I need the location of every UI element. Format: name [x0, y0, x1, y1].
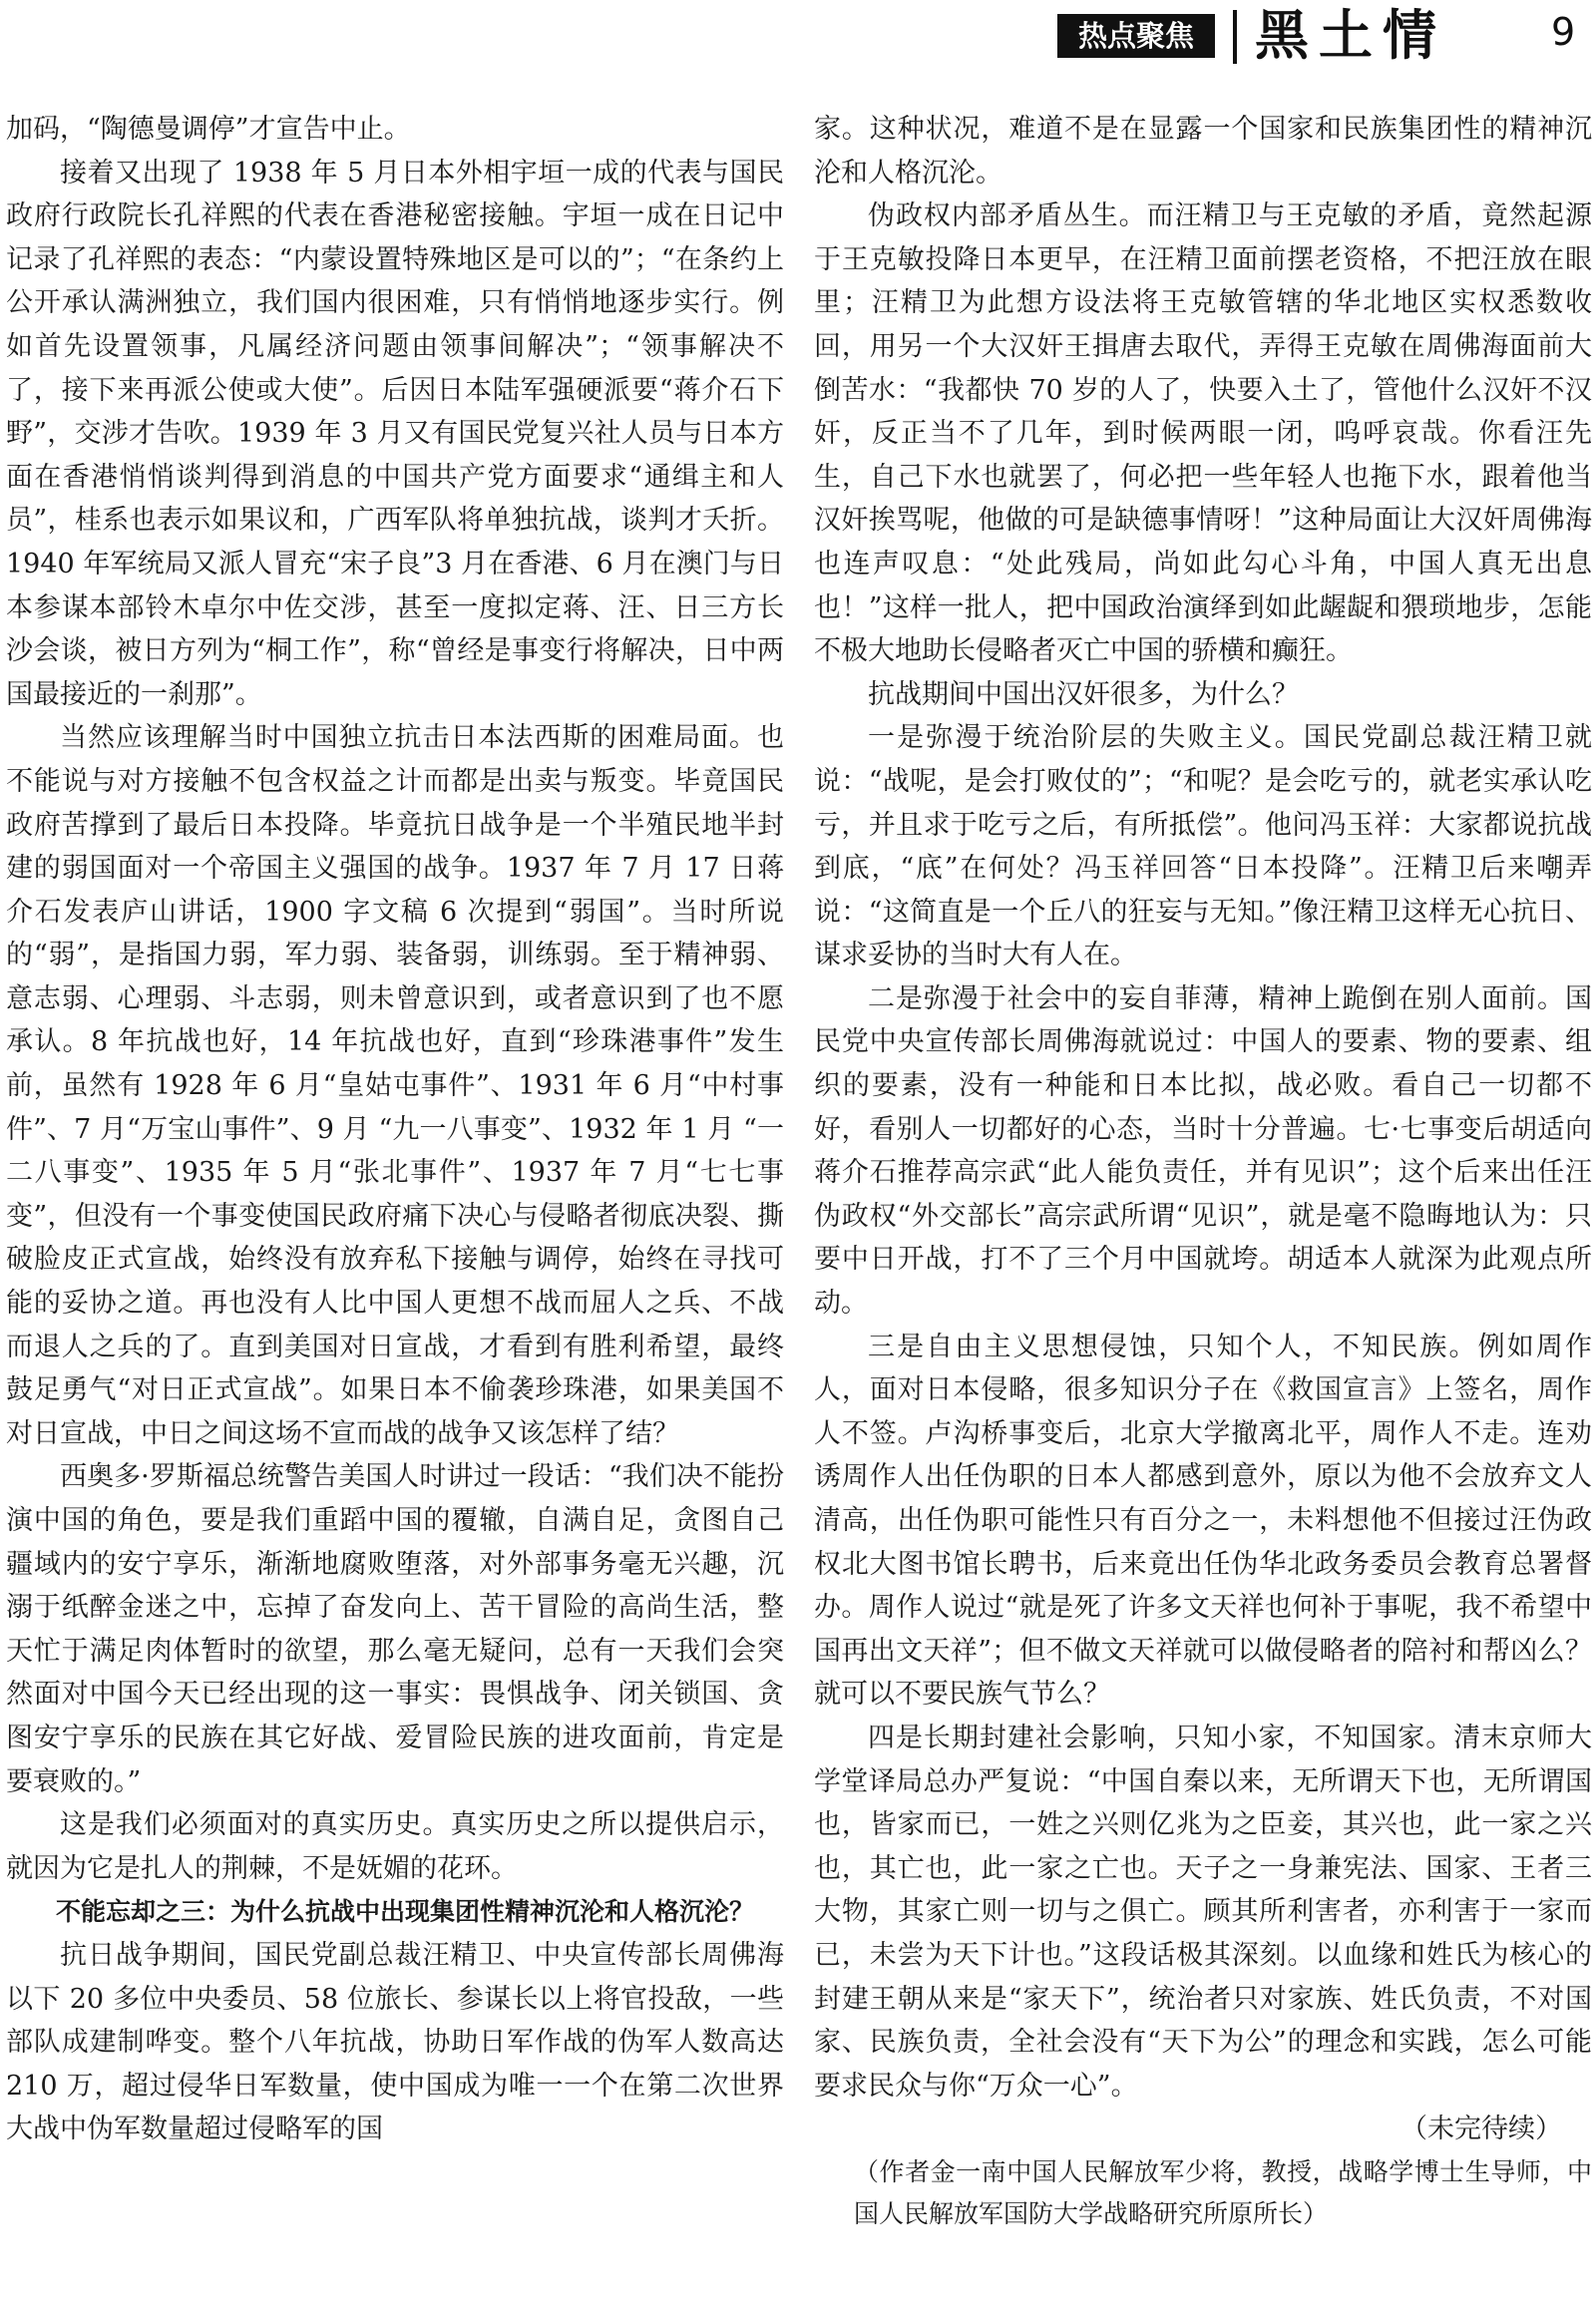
page-header — [0, 0, 1596, 70]
paragraph: 当然应该理解当时中国独立抗击日本法西斯的困难局面。也不能说与对方接触不包含权益之计而都是出卖与叛变。毕竟国民政府苦撑到了最后日本投降。毕竟抗日战争是一个半殖民地半封建的弱国面对一个帝国主义强国的战争。1937 年 7 月 17 日蒋介石发表庐山讲话，1900 字文稿 6 次提到“弱国”。当时所说的“弱”，是指国力弱，军力弱、装备弱，训练弱。至于精神弱、意志弱、心理弱、斗志弱，则未曾意识到，或者意识到了也不愿承认。8 年抗战也好，14 年抗战也好，直到“珍珠港事件”发生前，虽然有 1928 年 6 月“皇姑屯事件”、1931 年 6 月“中村事件”、7 月“万宝山事件”、9 月 “九一八事变”、1932 年 1 月 “一二八事变”、1935 年 5 月“张北事件”、1937 年 7 月“七七事变”，但没有一个事变使国民政府痛下决心与侵略者彻底决裂、撕破脸皮正式宣战，始终没有放弃私下接触与调停，始终在寻找可能的妥协之道。再也没有人比中国人更想不战而屈人之兵、不战而退人之兵的了。直到美国对日宣战，才看到有胜利希望，最终鼓足勇气“对日正式宣战”。如果日本不偷袭珍珠港，如果美国不对日宣战，中日之间这场不宣而战的战争又该怎样了结？ — [6, 722, 784, 1449]
paragraph: 伪政权内部矛盾丛生。而汪精卫与王克敏的矛盾，竟然起源于王克敏投降日本更早，在汪精卫面前摆老资格，不把汪放在眼里；汪精卫为此想方设法将王克敏管辖的华北地区实权悉数收回，用另一个大汉奸王揖唐去取代，弄得王克敏在周佛海面前大倒苦水：“我都快 70 岁的人了，快要入土了，管他什么汉奸不汉奸，反正当不了几年，到时候两眼一闭，呜呼哀哉。你看汪先生，自己下水也就罢了，何必把一些年轻人也拖下水，跟着他当汉奸挨骂呢，他做的可是缺德事情呀！”这种局面让大汉奸周佛海也连声叹息：“处此残局，尚如此勾心斗角，中国人真无出息也！”这样一批人，把中国政治演绎到如此龌龊和猥琐地步，怎能不极大地助长侵略者灭亡中国的骄横和癫狂。 — [814, 200, 1592, 667]
paragraph: 接着又出现了 1938 年 5 月日本外相宇垣一成的代表与国民政府行政院长孔祥熙的代表在香港秘密接触。宇垣一成在日记中记录了孔祥熙的表态：“内蒙设置特殊地区是可以的”；“在条约上公开承认满洲独立，我们国内很困难，只有悄悄地逐步实行。例如首先设置领事，凡属经济问题由领事间解决”；“领事解决不了，接下来再派公使或大使”。后因日本陆军强硬派要“蒋介石下野”，交涉才告吹。1939 年 3 月又有国民党复兴社人员与日本方面在香港悄悄谈判得到消息的中国共产党方面要求“通缉主和人员”，桂系也表示如果议和，广西军队将单独抗战，谈判才夭折。1940 年军统局又派人冒充“宋子良”3 月在香港、6 月在澳门与日本参谋本部铃木卓尔中佐交涉，甚至一度拟定蒋、汪、日三方长沙会谈，被日方列为“桐工作”，称“曾经是事变行将解决，日中两国最接近的一刹那”。 — [6, 157, 784, 710]
right-column — [814, 108, 1592, 2235]
paragraph: 二是弥漫于社会中的妄自菲薄，精神上跪倒在别人面前。国民党中央宣传部长周佛海就说过：中国人的要素、物的要素、组织的要素，没有一种能和日本比拟，战必败。看自己一切都不好，看别人一切都好的心态，当时十分普遍。七·七事变后胡适向蒋介石推荐高宗武“此人能负责任，并有见识”；这个后来出任汪伪政权“外交部长”高宗武所谓“见识”，就是毫不隐晦地认为：只要中日开战，打不了三个月中国就垮。胡适本人就深为此观点所动。 — [814, 982, 1592, 1320]
paragraph: 三是自由主义思想侵蚀，只知个人，不知民族。例如周作人，面对日本侵略，很多知识分子在《救国宣言》上签名，周作人不签。卢沟桥事变后，北京大学撤离北平，周作人不走。连劝诱周作人出任伪职的日本人都感到意外，原以为他不会放弃文人清高，出任伪职可能性只有百分之一，未料想他不但接过汪伪政权北大图书馆长聘书，后来竟出任伪华北政务委员会教育总署督办。周作人说过“就是死了许多文天祥也何补于事呢，我不希望中国再出文天祥”；但不做文天祥就可以做侵略者的陪衬和帮凶么？就可以不要民族气节么？ — [814, 1331, 1592, 1711]
left-column — [6, 108, 784, 2151]
page-number: 9 — [1551, 10, 1576, 54]
section-tag: 热点聚焦 — [1057, 14, 1215, 58]
to-be-continued — [814, 2108, 1592, 2151]
paragraph: 家。这种状况，难道不是在显露一个国家和民族集团性的精神沉沦和人格沉沦。 — [814, 114, 1592, 189]
magazine-brand: 黑土情 — [1255, 3, 1446, 67]
paragraph: 四是长期封建社会影响，只知小家，不知国家。清末京师大学堂译局总办严复说：“中国自秦以来，无所谓天下也，无所谓国也，皆家而已，一姓之兴则亿兆为之臣妾，其兴也，此一家之兴也，其亡也，此一家之亡也。天子之一身兼宪法、国家、王者三大物，其家亡则一切与之俱亡。顾其所利害者，亦利害于一家而已，未尝为天下计也。”这段话极其深刻。以血缘和姓氏为核心的封建王朝从来是“家天下”，统治者只对家族、姓氏负责，不对国家、民族负责，全社会没有“天下为公”的理念和实践，怎么可能要求民众与你“万众一心”。 — [814, 1722, 1592, 2102]
section-heading: 不能忘却之三：为什么抗战中出现集团性精神沉沦和人格沉沦？ — [56, 1897, 755, 1927]
paragraph: 一是弥漫于统治阶层的失败主义。国民党副总裁汪精卫就说：“战呢，是会打败仗的”；“和呢？是会吃亏的，就老实承认吃亏，并且求于吃亏之后，有所抵偿”。他问冯玉祥：大家都说抗战到底，“底”在何处？冯玉祥回答“日本投降”。汪精卫后来嘲弄说：“这简直是一个丘八的狂妄与无知。”像汪精卫这样无心抗日、谋求妥协的当时大有人在。 — [814, 722, 1592, 971]
header-divider — [1233, 10, 1237, 64]
paragraph: 抗日战争期间，国民党副总裁汪精卫、中央宣传部长周佛海以下 20 多位中央委员、58 位旅长、参谋长以上将官投敌，一些部队成建制哗变。整个八年抗战，协助日军作战的伪军人数高达 210 万，超过侵华日军数量，使中国成为唯一一个在第二次世界大战中伪军数量超过侵略军的国 — [6, 1939, 784, 2145]
paragraph: 加码，“陶德曼调停”才宣告中止。 — [6, 114, 411, 145]
paragraph: 这是我们必须面对的真实历史。真实历史之所以提供启示，就因为它是扎人的荆棘，不是妩媚的花环。 — [6, 1809, 784, 1884]
to-be-continued-label: （未完待续） — [1400, 2114, 1562, 2145]
paragraph: 西奥多·罗斯福总统警告美国人时讲过一段话：“我们决不能扮演中国的角色，要是我们重蹈中国的覆辙，自满自足，贪图自己疆域内的安宁享乐，渐渐地腐败堕落，对外部事务毫无兴趣，沉溺于纸醉金迷之中，忘掉了奋发向上、苦干冒险的高尚生活，整天忙于满足肉体暂时的欲望，那么毫无疑问，总有一天我们会突然面对中国今天已经出现的这一事实：畏惧战争、闭关锁国、贪图安宁享乐的民族在其它好战、爱冒险民族的进攻面前，肯定是要衰败的。” — [6, 1461, 784, 1797]
paragraph: 抗战期间中国出汉奸很多，为什么？ — [868, 678, 1299, 710]
author-byline: （作者金一南中国人民解放军少将，教授，战略学博士生导师，中国人民解放军国防大学战略研究所原所长） — [854, 2156, 1592, 2228]
